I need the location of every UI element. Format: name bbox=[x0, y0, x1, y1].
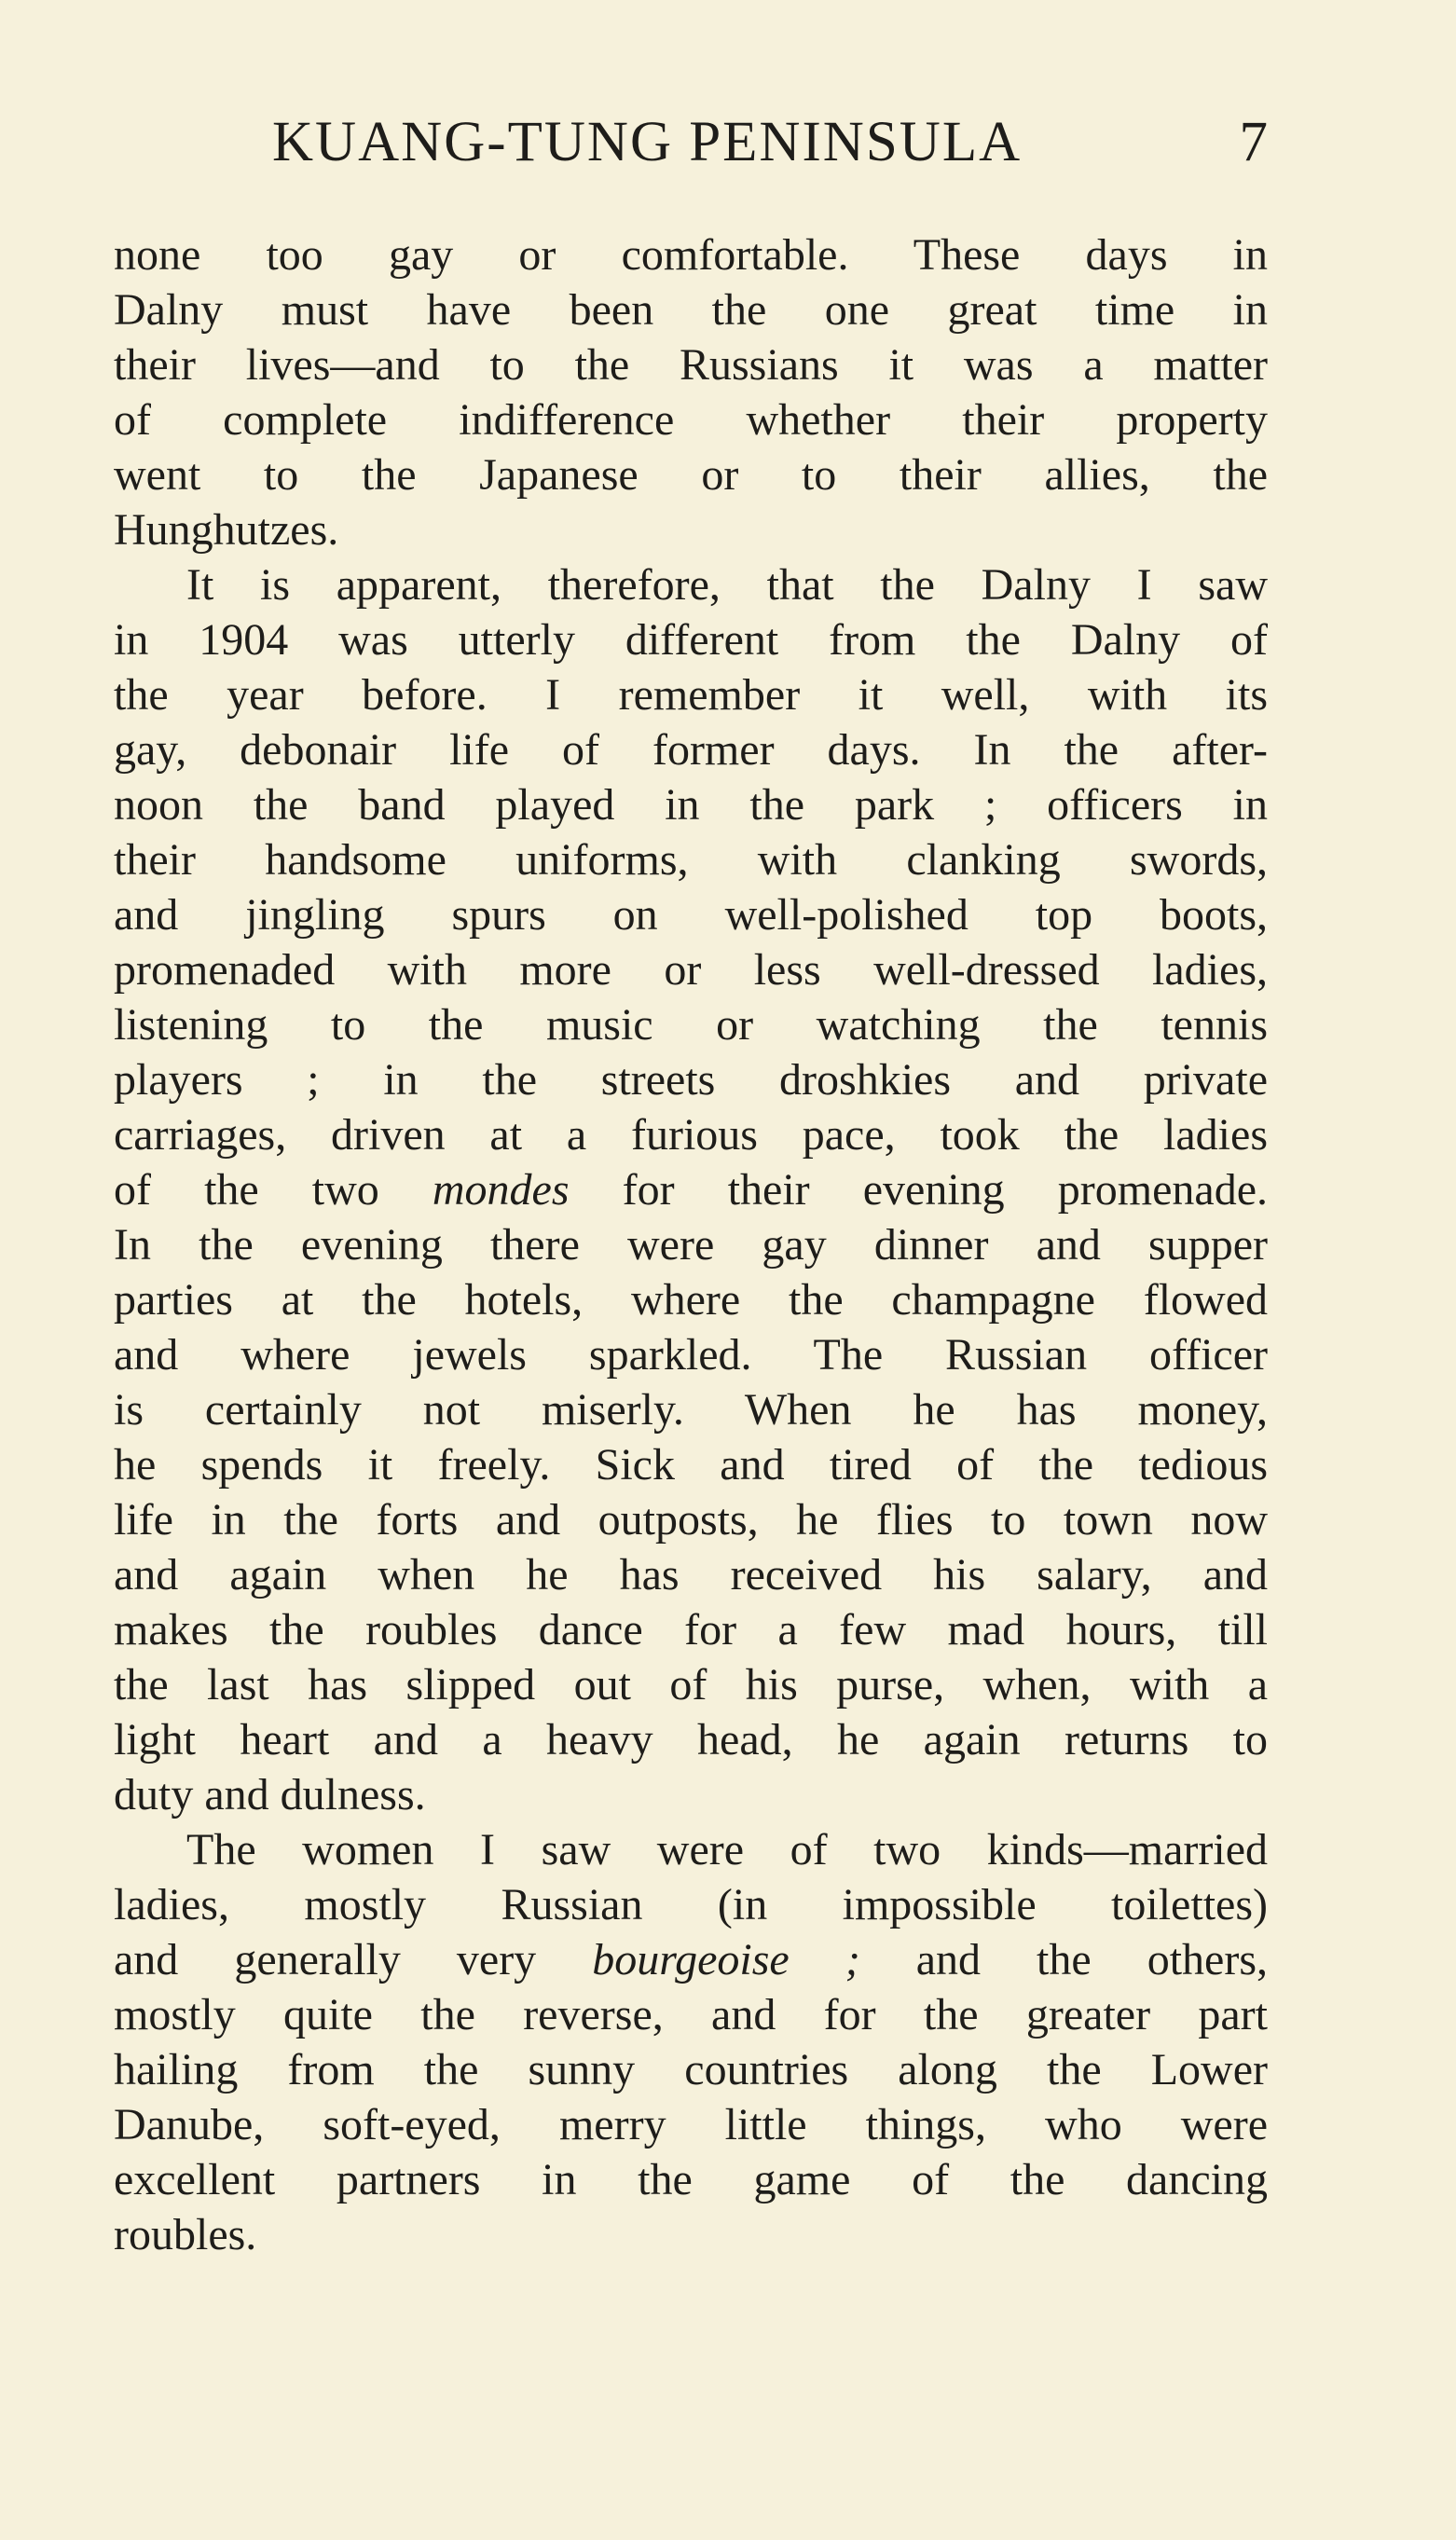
running-head-title: KUANG-TUNG PENINSULA bbox=[272, 111, 1023, 173]
text-line: Hunghutzes. bbox=[114, 505, 339, 555]
text-line: duty and dulness. bbox=[114, 1770, 426, 1819]
text-line: promenaded with more or less well-dressed ladies, bbox=[114, 945, 1268, 995]
text-line: and jingling spurs on well-polished top boots, bbox=[114, 890, 1268, 940]
text-line: he spends it freely. Sick and tired of the tedious bbox=[114, 1440, 1268, 1490]
italic-word: bourgeoise ; bbox=[592, 1935, 860, 1984]
text-line: none too gay or comfortable. These days in bbox=[114, 230, 1268, 280]
text-segment: and generally very bbox=[114, 1935, 593, 1984]
text-line: The women I saw were of two kinds—married bbox=[186, 1825, 1268, 1874]
text-line: carriages, driven at a furious pace, took the ladies bbox=[114, 1110, 1268, 1160]
text-line: Dalny must have been the one great time in bbox=[114, 285, 1268, 335]
italic-word: mondes bbox=[432, 1165, 570, 1215]
text-line: gay, debonair life of former days. In the after- bbox=[114, 725, 1268, 775]
text-line: their handsome uniforms, with clanking swords, bbox=[114, 835, 1268, 885]
text-line: roubles. bbox=[114, 2210, 257, 2259]
body-text bbox=[114, 227, 1268, 2262]
text-line: in 1904 was utterly different from the Dalny of bbox=[114, 615, 1268, 665]
text-line: players ; in the streets droshkies and private bbox=[114, 1055, 1268, 1105]
text-line: mostly quite the reverse, and for the greater part bbox=[114, 1990, 1268, 2039]
text-segment: for their evening promenade. bbox=[569, 1165, 1269, 1215]
page-number: 7 bbox=[1239, 111, 1268, 173]
text-line: light heart and a heavy head, he again returns to bbox=[114, 1715, 1268, 1764]
text-line: listening to the music or watching the tennis bbox=[114, 1000, 1268, 1050]
text-line: excellent partners in the game of the dancing bbox=[114, 2155, 1268, 2204]
text-line: is certainly not miserly. When he has money, bbox=[114, 1385, 1268, 1435]
text-line: makes the roubles dance for a few mad hours, till bbox=[114, 1605, 1268, 1654]
text-line: parties at the hotels, where the champagne flowed bbox=[114, 1275, 1268, 1325]
text-line bbox=[114, 1932, 1268, 1987]
text-line: their lives—and to the Russians it was a matter bbox=[114, 340, 1268, 390]
text-line: and again when he has received his salary, and bbox=[114, 1550, 1268, 1600]
text-line: the last has slipped out of his purse, when, with a bbox=[114, 1660, 1268, 1709]
text-line: Danube, soft-eyed, merry little things, who were bbox=[114, 2100, 1268, 2149]
text-line: went to the Japanese or to their allies, the bbox=[114, 450, 1268, 500]
text-line: ladies, mostly Russian (in impossible toilettes) bbox=[114, 1880, 1268, 1929]
text-line bbox=[114, 1162, 1268, 1217]
text-line: In the evening there were gay dinner and supper bbox=[114, 1220, 1268, 1270]
text-segment: of the two bbox=[114, 1165, 433, 1215]
text-line: of complete indifference whether their property bbox=[114, 395, 1268, 445]
text-line: and where jewels sparkled. The Russian officer bbox=[114, 1330, 1268, 1380]
text-line: noon the band played in the park ; officers in bbox=[114, 780, 1268, 830]
text-line: It is apparent, therefore, that the Dalny I saw bbox=[186, 560, 1268, 610]
text-line: hailing from the sunny countries along the Lower bbox=[114, 2045, 1268, 2094]
running-head bbox=[112, 110, 1268, 185]
text-segment: and the others, bbox=[859, 1935, 1269, 1984]
text-line: the year before. I remember it well, with its bbox=[114, 670, 1268, 720]
text-line: life in the forts and outposts, he flies to town now bbox=[114, 1495, 1268, 1545]
